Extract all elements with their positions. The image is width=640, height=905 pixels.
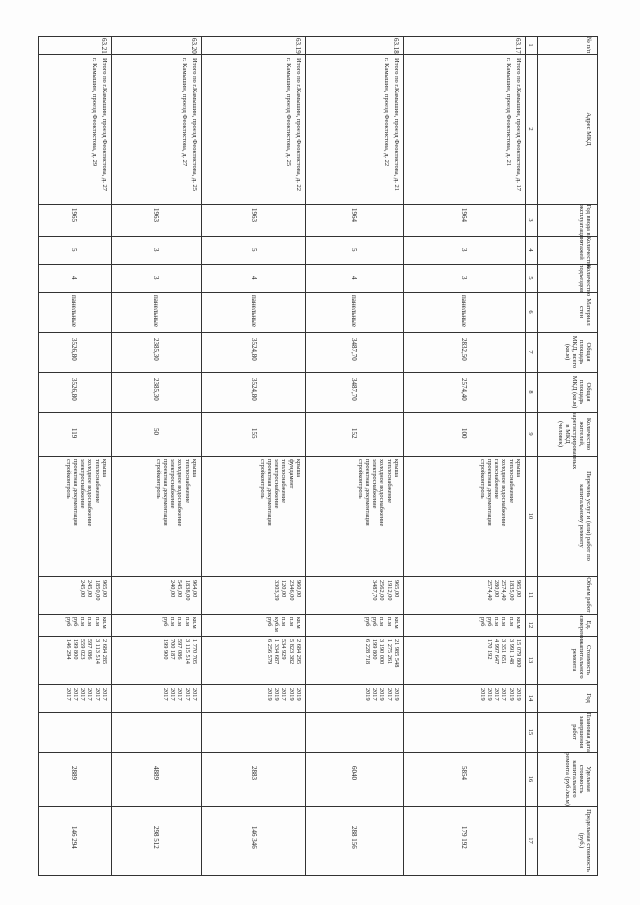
row-address: г. Камышин, проезд Феоктистова, д. 29 bbox=[91, 58, 98, 167]
row-address: г. Камышин, проезд Феоктистова, д. 25 bbox=[285, 58, 292, 167]
row-years: 2019 2019 2017 2017 2019 2019 bbox=[478, 688, 522, 701]
row-costs: 2 684 285 3 113 514 597 086 559 023 199 800 146 294 bbox=[64, 639, 108, 665]
col-num-4: 4 bbox=[527, 248, 534, 252]
col-num-16: 16 bbox=[527, 775, 534, 783]
row-residents: 152 bbox=[350, 428, 358, 439]
row-years: 2017 2017 2017 2017 2017 2017 bbox=[64, 688, 108, 701]
row-total-title: Итого по г.Камышин, проезд Феоктистова, д. 27 bbox=[101, 58, 108, 191]
row-address: г. Камышин, проезд Феоктистова, д. 22 bbox=[383, 58, 390, 167]
row-costs: 21 985 548 1 275 261 3 190 000 199 800 6 228 718 bbox=[363, 639, 400, 668]
row-year: 1963 bbox=[250, 208, 258, 222]
row-floors: 5 bbox=[350, 248, 358, 252]
row-units: кв.м п.м п.м куб.м руб bbox=[265, 617, 302, 632]
row-total-title: Итого по г.Камышин, проезд Феоктистова, д. 25 bbox=[191, 58, 198, 191]
row-area: 3487,70 bbox=[350, 378, 358, 401]
row-units: кв.м п.м п.м п.м руб руб bbox=[478, 617, 522, 629]
col-num-12: 12 bbox=[527, 621, 534, 629]
header-volume: Объем работ bbox=[585, 577, 592, 613]
row-units: кв.м п.м п.м п.м руб руб bbox=[64, 617, 108, 629]
row-work-items: крыша теплоснабжение холодное водоснабжение электроснабжение проектная документация стройконтроль bbox=[64, 459, 108, 527]
header-cost: Стоимость капитального ремонта bbox=[571, 641, 592, 679]
row-total-title: Итого по г.Камышин, проезд Феоктистова, д. 22 bbox=[295, 58, 302, 191]
col-num-3: 3 bbox=[527, 218, 534, 222]
row-units: кв.м п.м п.м п.м руб bbox=[161, 617, 198, 629]
row-floors: 3 bbox=[460, 248, 468, 252]
row-material: панельные bbox=[460, 295, 468, 327]
row-address: г. Камышин, проезд Феоктистова, д. 21 bbox=[505, 58, 512, 167]
row-total-cost: 5854 bbox=[460, 766, 468, 780]
row-year: 1964 bbox=[350, 208, 358, 222]
row-entrances: 4 bbox=[350, 276, 358, 280]
row-material: панельные bbox=[70, 295, 78, 327]
row-residents: 119 bbox=[70, 428, 78, 439]
header-entrances: Количество подъездов bbox=[578, 264, 592, 297]
row-limit: 146 346 bbox=[250, 826, 258, 849]
row-material: панельные bbox=[250, 295, 258, 327]
header-unit: Ед. измерения bbox=[578, 614, 592, 644]
row-no: 63.19 bbox=[294, 38, 302, 54]
col-num-17: 17 bbox=[527, 837, 534, 844]
row-limit: 298 512 bbox=[152, 826, 160, 849]
col-num-8: 8 bbox=[527, 390, 534, 394]
header-limit: Предельная стоимость (руб.) bbox=[578, 809, 592, 872]
header-material: Материал стен bbox=[578, 298, 592, 326]
row-volumes: 964,00 1838,00 545,00 240,00 bbox=[169, 580, 198, 601]
col-num-1: 1 bbox=[527, 43, 534, 47]
row-material: панельные bbox=[350, 295, 358, 327]
row-no: 63.18 bbox=[392, 38, 400, 54]
header-year: Год ввода в эксплуатацию bbox=[578, 204, 592, 243]
row-work-items: крыша фундамент теплоснабжение электроснабжение проектная документация стройконтроль bbox=[258, 459, 302, 526]
row-limit: 288 156 bbox=[350, 826, 358, 849]
header-year-work: Год bbox=[585, 693, 592, 703]
col-num-14: 14 bbox=[527, 694, 534, 702]
col-num-13: 13 bbox=[527, 656, 534, 664]
row-limit: 179 192 bbox=[460, 826, 468, 849]
row-entrances: 4 bbox=[250, 276, 258, 280]
row-work-items: крыша теплоснабжение холодное водоснабжение газоснабжение проектная документация стройконтроль bbox=[478, 459, 522, 527]
header-works: Перечень услуг и (или) работ по капитальному ремонту bbox=[578, 471, 592, 561]
row-floors: 5 bbox=[70, 248, 78, 252]
row-years: 2017 2017 2017 2017 2017 bbox=[161, 688, 198, 701]
header-residents: Количество жителей, зарегистрированных в МКД (человек) bbox=[557, 412, 592, 470]
rotated-table bbox=[38, 36, 598, 876]
row-costs: 2 684 295 5 823 382 534 929 1 334 687 6 256 579 bbox=[265, 639, 302, 665]
header-floors: Количество этажей bbox=[578, 236, 592, 269]
row-residents: 155 bbox=[250, 428, 258, 439]
row-area-total: 3487,70 bbox=[350, 338, 358, 361]
row-floors: 5 bbox=[250, 248, 258, 252]
row-area: 3524,80 bbox=[250, 378, 258, 401]
row-residents: 50 bbox=[152, 428, 160, 435]
col-num-7: 7 bbox=[527, 350, 534, 354]
header-area-total: Общая площадь МКД, всего (кв.м) bbox=[564, 335, 592, 369]
row-volumes: 965,00 1850,00 245,00 245,00 bbox=[79, 580, 108, 601]
row-years: 2019 2017 2019 2017 2019 bbox=[363, 688, 400, 701]
row-years: 2019 2019 2017 2019 2019 bbox=[265, 688, 302, 701]
row-costs: 1 770 705 3 115 514 597 086 700 187 199 900 bbox=[161, 639, 198, 665]
row-area-total: 2385,30 bbox=[152, 338, 160, 361]
row-entrances: 3 bbox=[460, 276, 468, 280]
row-costs: 15 079 800 3 991 148 3 351 651 4 997 647 170 192 bbox=[485, 639, 522, 668]
row-volumes: 965,00 1912,00 2562,00 3487,70 bbox=[371, 580, 400, 601]
row-area: 2385,30 bbox=[152, 378, 160, 401]
row-area-total: 3524,80 bbox=[250, 338, 258, 361]
header-no: № п/п bbox=[585, 36, 592, 54]
row-entrances: 4 bbox=[70, 276, 78, 280]
col-num-2: 2 bbox=[527, 127, 534, 131]
header-address: Адрес МКД bbox=[585, 112, 592, 146]
col-num-10: 10 bbox=[527, 512, 534, 520]
col-num-15: 15 bbox=[527, 728, 534, 736]
row-total-cost: 2883 bbox=[250, 766, 258, 780]
row-volumes: 960,00 2346,00 120,00 3303,39 bbox=[273, 580, 302, 601]
row-work-items: крыша теплоснабжение холодное водоснабжение электроснабжение проектная документация стройконтроль bbox=[356, 459, 400, 527]
row-total-cost: 6040 bbox=[350, 766, 358, 780]
row-area-total: 2832,50 bbox=[460, 338, 468, 361]
row-address: г. Камышин, проезд Феоктистова, д. 27 bbox=[181, 58, 188, 167]
row-residents: 100 bbox=[460, 428, 468, 439]
row-area-total: 3526,80 bbox=[70, 338, 78, 361]
header-plan-date: Плановая дата завершения работ bbox=[571, 712, 592, 752]
col-num-9: 9 bbox=[527, 432, 534, 436]
row-year: 1963 bbox=[152, 208, 160, 222]
row-volumes: 965,00 1835,00 2574,40 280,00 2574,40 bbox=[485, 580, 522, 601]
header-unit-cost: Удельная стоимость капитального ремонта (руб./кв.м) bbox=[564, 752, 592, 806]
row-total-cost: 4889 bbox=[152, 766, 160, 780]
row-year: 1964 bbox=[460, 208, 468, 222]
row-area: 3526,80 bbox=[70, 378, 78, 401]
row-entrances: 3 bbox=[152, 276, 160, 280]
row-no: 63.20 bbox=[190, 38, 198, 54]
row-total-title: Итого по г.Камышин, проезд Феоктистова, д. 21 bbox=[393, 58, 400, 191]
row-limit: 146 294 bbox=[70, 826, 78, 849]
col-num-11: 11 bbox=[527, 591, 534, 599]
row-material: панельные bbox=[152, 295, 160, 327]
row-floors: 3 bbox=[152, 248, 160, 252]
row-work-items: крыша теплоснабжение холодное водоснабжение электроснабжение проектная документация стройконтроль bbox=[154, 459, 198, 527]
row-no: 63.21 bbox=[100, 38, 108, 54]
row-total-title: Итого по г.Камышин, проезд Феоктистова, д. 17 bbox=[515, 58, 522, 191]
col-num-6: 6 bbox=[527, 310, 534, 314]
row-no: 63.17 bbox=[514, 38, 522, 54]
row-year: 1965 bbox=[70, 208, 78, 222]
col-num-5: 5 bbox=[527, 276, 534, 280]
row-area: 2574,40 bbox=[460, 378, 468, 401]
header-area: Общая площадь МКД (кв.м) bbox=[571, 375, 592, 409]
row-total-cost: 2889 bbox=[70, 766, 78, 780]
row-units: кв.м п.м п.м руб руб bbox=[363, 617, 400, 629]
